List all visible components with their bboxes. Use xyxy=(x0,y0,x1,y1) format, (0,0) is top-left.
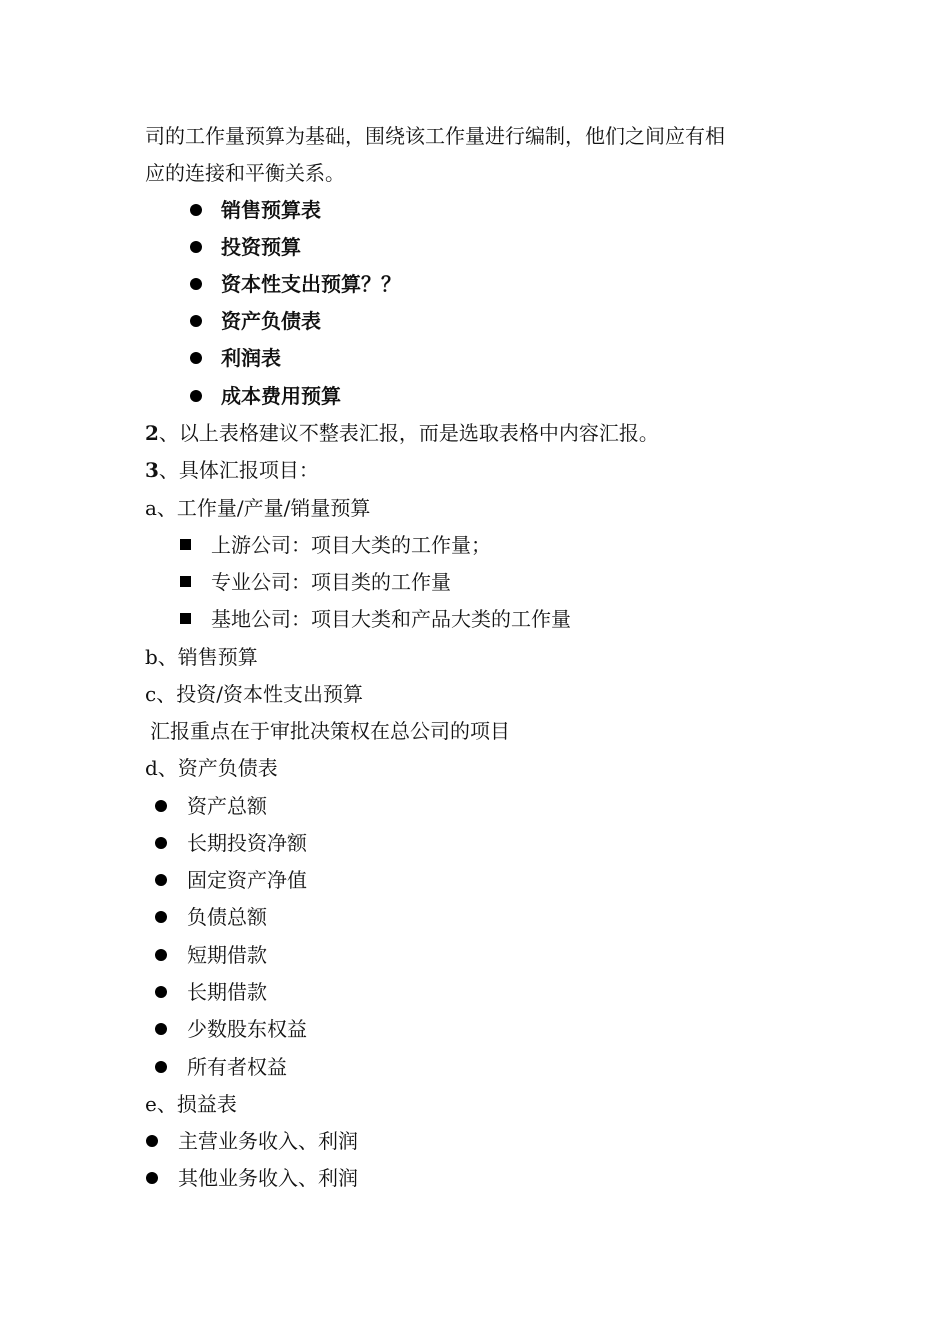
section-d-item-label: 短期借款 xyxy=(187,943,267,967)
bullet-dot-icon xyxy=(155,986,167,998)
section-d-item xyxy=(155,1015,555,1043)
bullet-dot-icon xyxy=(190,390,202,402)
section-a-item xyxy=(180,531,680,559)
section-d-item-label: 负债总额 xyxy=(187,905,267,929)
bullet-dot-icon xyxy=(155,1061,167,1073)
bullet-dot-icon xyxy=(155,874,167,886)
bullet-dot-icon xyxy=(190,315,202,327)
section-d-item-label: 长期借款 xyxy=(187,980,267,1004)
bullet-dot-icon xyxy=(190,352,202,364)
section-e-item-label: 其他业务收入、利润 xyxy=(178,1166,358,1190)
section-e-item xyxy=(146,1164,546,1192)
budget-table-label: 利润表 xyxy=(221,346,281,370)
section-d-item-label: 少数股东权益 xyxy=(187,1017,307,1041)
intro-line-2: 应的连接和平衡关系。 xyxy=(145,161,345,185)
bullet-dot-icon xyxy=(155,800,167,812)
budget-table-item xyxy=(190,233,590,261)
section-a-heading: a、工作量/产量/销量预算 xyxy=(145,496,371,520)
section-d-item xyxy=(155,792,555,820)
bullet-square-icon xyxy=(180,576,191,587)
section-a-item-label: 专业公司：项目类的工作量 xyxy=(211,570,451,594)
bullet-dot-icon xyxy=(146,1135,158,1147)
item-3-text: 、具体汇报项目： xyxy=(158,458,319,482)
bullet-dot-icon xyxy=(146,1172,158,1184)
section-e-item xyxy=(146,1127,546,1155)
section-b-heading: b、销售预算 xyxy=(145,645,258,669)
bullet-dot-icon xyxy=(190,204,202,216)
bullet-dot-icon xyxy=(190,278,202,290)
section-e-heading: e、损益表 xyxy=(145,1092,237,1116)
budget-table-item xyxy=(190,196,590,224)
section-a-item xyxy=(180,568,680,596)
budget-table-item xyxy=(190,344,590,372)
bullet-dot-icon xyxy=(155,949,167,961)
budget-table-label: 投资预算 xyxy=(221,235,301,259)
budget-table-label: 成本费用预算 xyxy=(221,384,341,408)
section-d-item xyxy=(155,978,555,1006)
bullet-square-icon xyxy=(180,613,191,624)
item-3-number: 3 xyxy=(145,458,159,482)
section-c-heading: c、投资/资本性支出预算 xyxy=(145,682,363,706)
budget-table-label: 资本性支出预算？？ xyxy=(221,272,401,296)
intro-line-1: 司的工作量预算为基础，围绕该工作量进行编制，他们之间应有相 xyxy=(145,124,725,148)
section-d-item xyxy=(155,829,555,857)
section-c-note: 汇报重点在于审批决策权在总公司的项目 xyxy=(150,719,510,743)
section-d-heading: d、资产负债表 xyxy=(145,756,278,780)
section-d-item xyxy=(155,903,555,931)
section-e-item-label: 主营业务收入、利润 xyxy=(178,1129,358,1153)
section-d-item-label: 长期投资净额 xyxy=(187,831,307,855)
section-a-item xyxy=(180,605,680,633)
bullet-square-icon xyxy=(180,539,191,550)
bullet-dot-icon xyxy=(190,241,202,253)
section-d-item xyxy=(155,866,555,894)
budget-table-label: 销售预算表 xyxy=(221,198,321,222)
section-d-item xyxy=(155,1053,555,1081)
section-a-item-label: 基地公司：项目大类和产品大类的工作量 xyxy=(211,607,571,631)
budget-table-item xyxy=(190,382,590,410)
item-2 xyxy=(145,419,659,447)
bullet-dot-icon xyxy=(155,837,167,849)
budget-table-label: 资产负债表 xyxy=(221,309,321,333)
item-3 xyxy=(145,456,319,484)
section-d-item-label: 固定资产净值 xyxy=(187,868,307,892)
section-d-item xyxy=(155,941,555,969)
bullet-dot-icon xyxy=(155,1023,167,1035)
item-2-number: 2 xyxy=(145,421,159,445)
section-a-item-label: 上游公司：项目大类的工作量； xyxy=(211,533,491,557)
item-2-text: 、以上表格建议不整表汇报，而是选取表格中内容汇报。 xyxy=(158,421,659,445)
budget-table-item xyxy=(190,270,590,298)
budget-table-item xyxy=(190,307,590,335)
bullet-dot-icon xyxy=(155,911,167,923)
section-d-item-label: 资产总额 xyxy=(187,794,267,818)
section-d-item-label: 所有者权益 xyxy=(187,1055,287,1079)
